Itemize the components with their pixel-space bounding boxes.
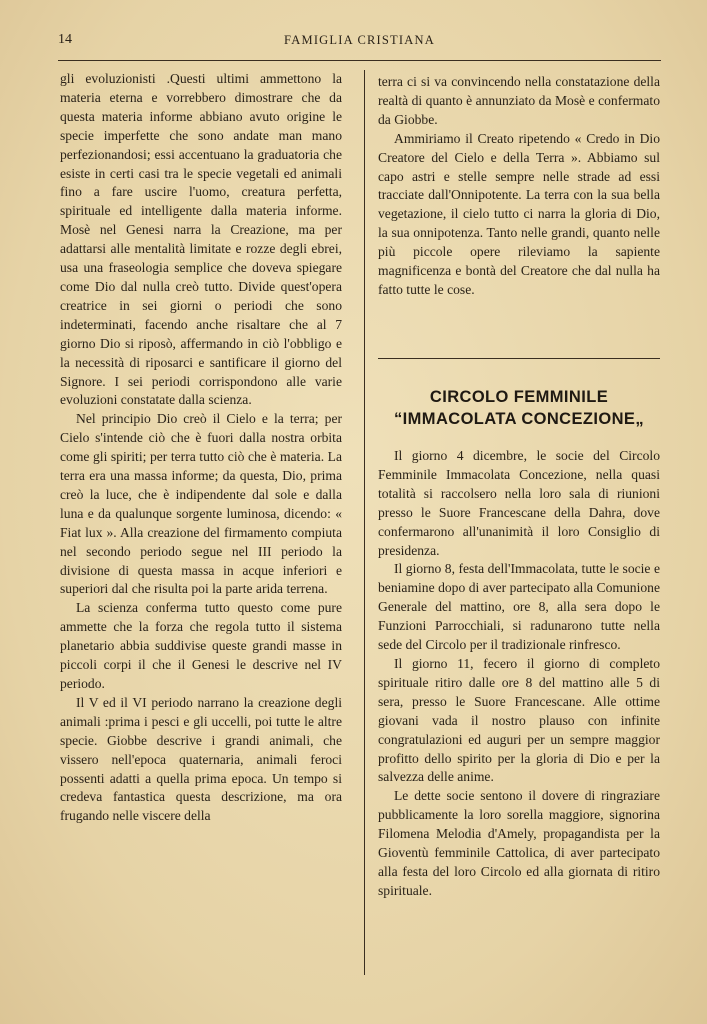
paragraph: Nel principio Dio creò il Cielo e la terra; per Cielo s'intende ciò che è fuori dalla nostra orbita come gli spiriti; per terra tutto ciò che è materia. La terra era una massa informe; da questa, Dio, prima creò la luce, che è indipendente dal sole e dalla luna e da qualunque sorgente luminosa, dicendo: « Fiat lux ». Alla creazione del firmamento compiuta nel secondo periodo segue nel III periodo la divisione di questa massa in acque inferiori e superiori dal che risulta poi la parte arida terrena. <box>60 411 342 597</box>
article-title-line-2: “IMMACOLATA CONCEZIONE„ <box>394 410 644 428</box>
article-title <box>378 386 660 430</box>
paragraph: La scienza conferma tutto questo come pure ammette che la forza che regola tutto il sistema planetario abbia suddivise queste grandi masse in piccoli corpi il che il Genesi le descrive nel IV periodo. <box>60 600 342 691</box>
paragraph: gli evoluzionisti .Questi ultimi ammettono la materia eterna e vorrebbero dimostrare che da questa materia informe abbiano avuto origine le specie imperfette che sono andate man mano perfezionandosi; essi accentuano la graduatoria che esiste in certi casi tra le specie vegetali ed animali fino a fare uscire l'uomo, creatura perfetta, spirituale ed intelligente dalla materia informe. Mosè nel Genesi narra la Creazione, ma per adattarsi alle mentalità limitate e rozze degli ebrei, usa una fraseologia semplice che doveva spiegare come Dio dal nulla creò tutto. Divide quest'opera creatrice in sei giorni o periodi che sono indeterminati, facendo anche risaltare che al 7 giorno Dio si riposò, affermando in ciò l'obbligo e la necessità di riposarci e santificare il giorno del Signore. I sei periodi corrispondono alle varie evoluzioni constatate dalla scienza. <box>60 71 342 408</box>
article-title-line-1: CIRCOLO FEMMINILE <box>429 388 609 406</box>
paragraph: Il V ed il VI periodo narrano la creazione degli animali :prima i pesci e gli uccelli, poi tutte le altre specie. Giobbe descrive i grandi animali, che vissero nell'epoca quaternaria, animali feroci possenti adatti a quella prima epoca. Un tempo si credeva fantastica questa descrizione, ma ora frugando nelle viscere della <box>60 694 342 824</box>
column-divider <box>364 70 365 975</box>
page-number: 14 <box>58 32 72 47</box>
paragraph: Il giorno 11, fecero il giorno di completo spirituale ritiro dalle ore 8 del mattino alle 5 di sera, presso le Suore Francescane. Alle ottime giovani vada il nostro plauso con infinite congratulazioni ed auguri per un sempre maggior profitto dello spirito per la gloria di Dio e per la salvezza delle anime. <box>378 655 660 785</box>
page-header <box>58 30 661 52</box>
left-column <box>60 70 342 826</box>
article-body <box>378 447 660 901</box>
right-column-continuation <box>378 73 660 300</box>
paragraph: Le dette socie sentono il dovere di ringraziare pubblicamente la loro sorella maggiore, signorina Filomena Melodia d'Amely, propagandista per la Gioventù femminile Cattolica, di aver partecipato alla festa del loro Circolo ed alla giornata di ritiro spirituale. <box>378 788 660 898</box>
section-divider <box>378 358 660 359</box>
paragraph: Il giorno 4 dicembre, le socie del Circolo Femminile Immacolata Concezione, nella quasi totalità si raccolsero nella loro sala di riunioni presso le Suore Francescane della Dahra, dove confermarono all'unanimità il loro Consiglio di presidenza. <box>378 448 660 558</box>
paragraph: Il giorno 8, festa dell'Immacolata, tutte le socie e beniamine dopo di aver partecipato alla Comunione Generale del mattino, ore 8, alla sera dopo le Funzioni Parrocchiali, si radunarono tutte nella sede del Circolo per il tradizionale rinfresco. <box>378 561 660 653</box>
paragraph: Ammiriamo il Creato ripetendo « Credo in Dio Creatore del Cielo e della Terra ». Abbiamo sul capo astri e stelle sempre nelle strade ad essi tracciate dall'Onnipotente. La terra con la sua bella vegetazione, il cielo tutto ci narra la gloria di Dio, la sua onnipotenza. Tanto nelle grandi, quanto nelle più piccole opere rileviamo la sapiente magnificenza e bontà del Creatore che dal nulla ha fatto tutte le cose. <box>378 130 660 297</box>
paragraph: terra ci si va convincendo nella constatazione della realtà di quanto è annunziato da Mosè e confermato da Giobbe. <box>378 74 660 127</box>
header-rule <box>58 60 661 61</box>
running-title: FAMIGLIA CRISTIANA <box>284 33 435 47</box>
